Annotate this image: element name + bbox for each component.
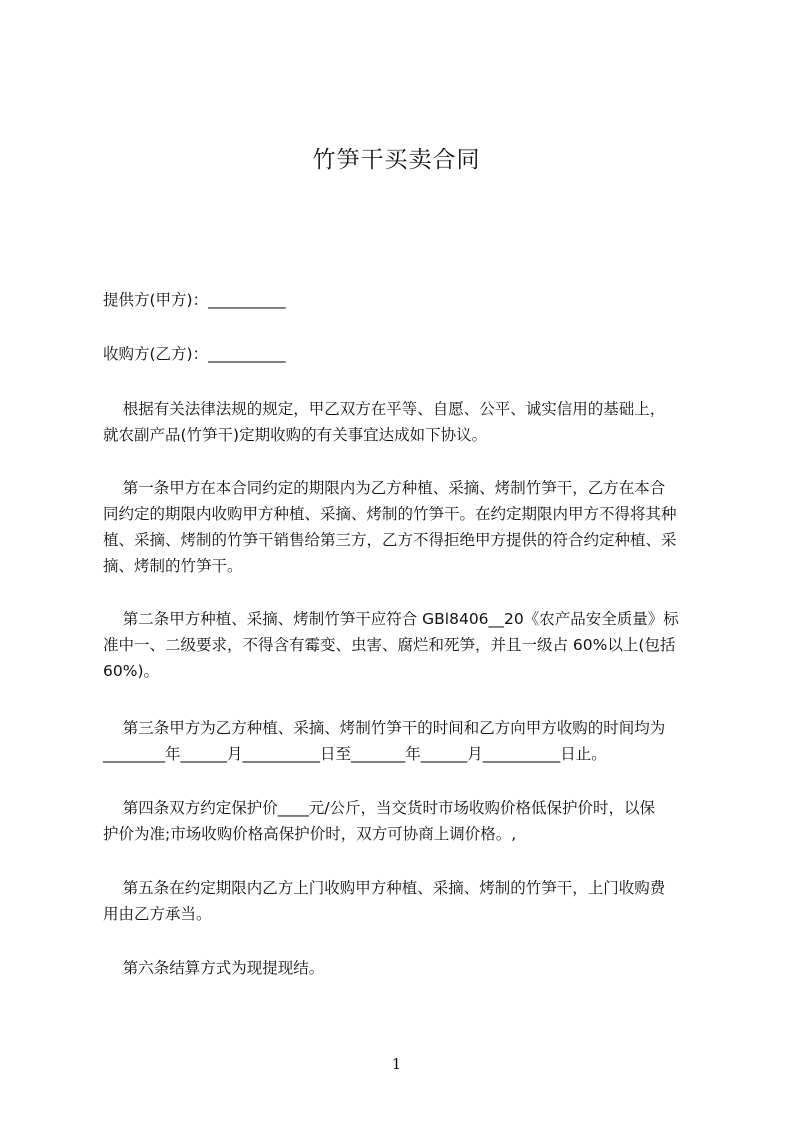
supplier-party-line: 提供方(甲方)：__________ <box>103 291 286 309</box>
intro-paragraph: 根据有关法律法规的规定，甲乙双方在平等、自愿、公平、诚实信用的基础上， 就农副产品(竹笋干)定期收购的有关事宜达成如下协议。 <box>103 400 666 444</box>
buyer-party-line: 收购方(乙方)：__________ <box>103 345 286 363</box>
article-4-paragraph: 第四条双方约定保护价____元/公斤，当交货时市场收购价格低保护价时，以保 护价为准;市场收购价格高保护价时，双方可协商上调价格。, <box>103 799 655 843</box>
article-1-paragraph: 第一条甲方在本合同约定的期限内为乙方种植、采摘、烤制竹笋干，乙方在本合 同约定的期限内收购甲方种植、采摘、烤制的竹笋干。在约定期限内甲方不得将其种 植、采摘、烤制的竹笋干销售给第三方，乙方不得拒绝甲方提供的符合约定种植、采 摘、烤制的竹笋干。 <box>103 479 677 575</box>
article-6-paragraph: 第六条结算方式为现提现结。 <box>103 959 325 977</box>
page-number: 1 <box>391 1055 402 1073</box>
document-title: 竹笋干买卖合同 <box>312 147 481 173</box>
article-2-paragraph: 第二条甲方种植、采摘、烤制竹笋干应符合 GBl8406__20《农产品安全质量》标 准中一、二级要求，不得含有霉变、虫害、腐烂和死笋，并且一级占 60%以上(包括 60%)。 <box>103 610 679 680</box>
article-3-paragraph: 第三条甲方为乙方种植、采摘、烤制竹笋干的时间和乙方向甲方收购的时间均为 ________年______月__________日至_______年______月__________日止。 <box>103 719 666 763</box>
article-5-paragraph: 第五条在约定期限内乙方上门收购甲方种植、采摘、烤制的竹笋干，上门收购费 用由乙方承当。 <box>103 879 666 923</box>
